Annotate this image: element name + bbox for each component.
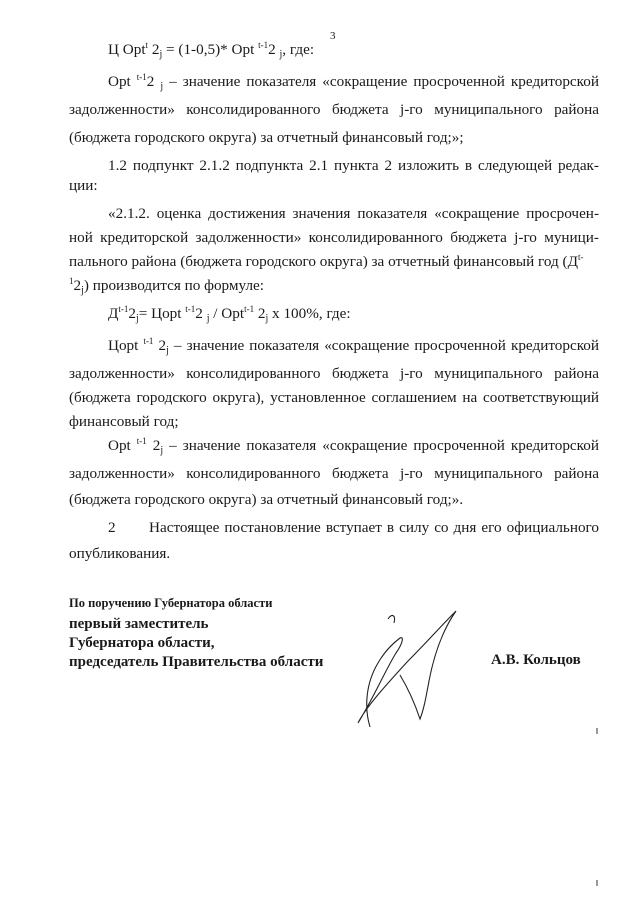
para-6-line-2: опубликования. [69,545,171,562]
signature-line-4: председатель Правительства области [69,654,324,670]
para-4-head-mid: 2 [153,337,167,354]
para-3-line-4-mid: 2 [73,277,82,294]
formula-2-d-sup: t-1 [118,304,129,314]
para-1-line-3: (бюджета городского округа) за отчетный финансовый год;»; [69,129,464,146]
para-4-line-4: финансовый год; [69,413,179,430]
formula-2-o-mid: 2 [254,305,266,322]
para-3-line-4 [69,276,599,296]
formula-2-c-sub: j [206,313,210,324]
formula-2-d: Д [108,305,119,322]
para-5-line-1-rest: – значение показателя «сокращение просроченной кредиторской [163,437,599,454]
signature-line-3: Губернатора области, [69,635,215,651]
para-1-head: Opt [108,73,137,90]
formula-1-mid1: 2 [148,41,160,58]
para-5-head-sup: t-1 [136,436,147,446]
para-5-head-mid: 2 [146,437,161,454]
formula-2-o-sup: t-1 [244,304,255,314]
para-3-line-3 [69,252,599,272]
formula-2-o-sub: j [265,313,269,324]
para-5-head: Opt [108,437,137,454]
formula-1-sub2: j [279,49,283,60]
formula-1-sub1: j [159,49,163,60]
para-3-line-3-sup: t- [577,252,584,262]
page-number: 3 [330,30,336,42]
formula-1-mid2: = (1-0,5)* Opt [162,41,259,58]
para-3-line-1: «2.1.2. оценка достижения значения показателя «сокращение просрочен- [108,205,599,222]
para-1-line-1 [108,72,599,92]
para-1-line-1-rest: – значение показателя «сокращение просроченной кредиторской [163,73,599,90]
signature-line-1: По поручению Губернатора области [69,596,273,610]
para-1-head-sup: t-1 [136,72,147,82]
formula-1-suffix: , где: [282,41,315,58]
para-6-line-1-text: Настоящее постановление вступает в силу со дня его официального [149,519,599,536]
para-6-line-1 [108,518,599,538]
para-3-line-2: ной кредиторской задолженности» консолидированного бюджета j-го муници- [69,229,599,246]
para-3-line-4-sup: 1 [69,276,74,286]
handwritten-signature [330,605,470,735]
para-5-line-3: (бюджета городского округа) за отчетный финансовый год;». [69,491,464,508]
para-3-line-4-rest: ) производится по формуле: [83,277,264,294]
para-1-head-mid: 2 [146,73,161,90]
formula-1-sup1: t [145,40,149,50]
para-4-line-1 [108,336,599,356]
para-4-line-1-rest: – значение показателя «сокращение просроченной кредиторской [168,337,600,354]
formula-1-prefix: Ц Opt [108,41,146,58]
para-4-line-2: задолженности» консолидированного бюджета j-го муниципального района [69,365,599,382]
formula-2 [108,304,599,324]
para-1-head-sub: j [160,81,164,92]
formula-2-c-sup: t-1 [185,304,196,314]
formula-2-d-sub: j [135,313,139,324]
signature-line-2: первый заместитель [69,616,209,632]
signatory-name: А.В. Кольцов [491,652,581,668]
para-3-line-4-sub: j [81,285,84,296]
para-5-line-1 [108,436,599,456]
formula-1 [108,40,599,60]
para-3-line-3-text: пального района (бюджета городского округа) за отчетный финансовый год (Д [69,253,578,270]
para-2-line-1: 1.2 подпункт 2.1.2 подпункта 2.1 пункта 2 изложить в следующей редак- [108,157,599,174]
formula-1-mid3: 2 [268,41,280,58]
para-5-line-2: задолженности» консолидированного бюджета j-го муниципального района [69,465,599,482]
para-1-line-2: задолженности» консолидированного бюджета j-го муниципального района [69,101,599,118]
scan-mark [596,728,598,734]
para-2-line-2: ции: [69,177,98,194]
formula-2-eq: = Цopt [138,305,186,322]
formula-2-slash: / Opt [209,305,245,322]
formula-2-d-mid: 2 [128,305,136,322]
para-4-head-sub: j [166,345,169,356]
scan-mark [596,880,598,886]
para-6-number: 2 [108,519,116,536]
para-4-line-3: (бюджета городского округа), установленное соглашением на соответствующий [69,389,599,406]
para-4-head: Цopt [108,337,144,354]
formula-2-suffix: x 100%, где: [268,305,351,322]
para-5-head-sub: j [160,445,164,456]
formula-2-c-mid: 2 [195,305,207,322]
para-4-head-sup: t-1 [143,336,154,346]
formula-1-sup2: t-1 [258,40,269,50]
